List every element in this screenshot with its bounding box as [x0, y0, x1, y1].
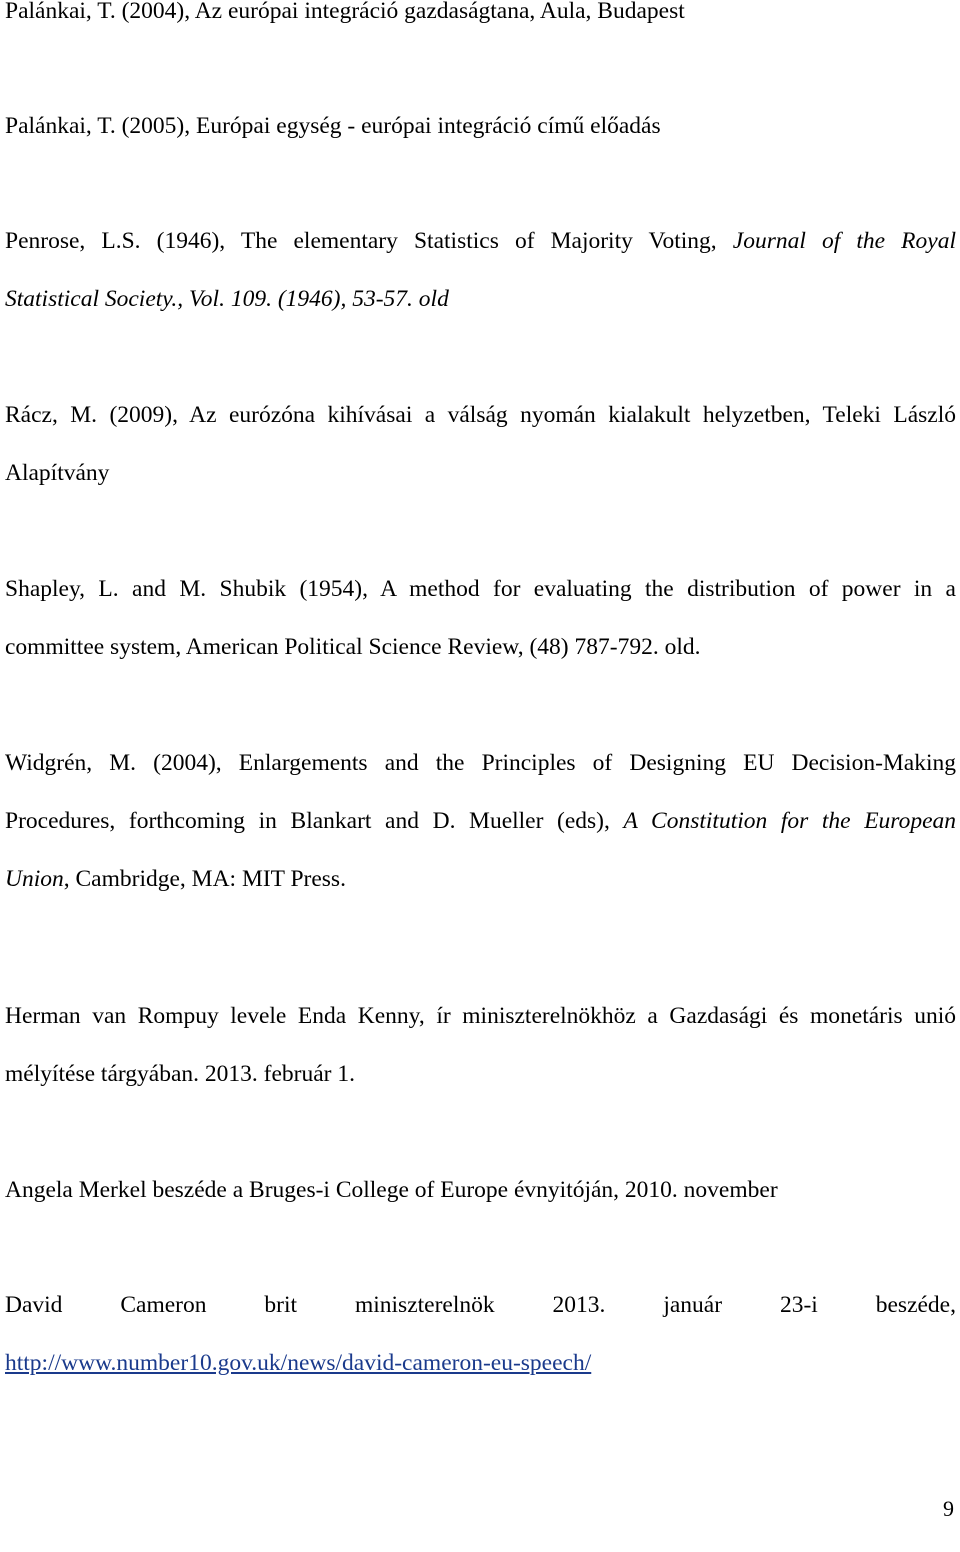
reference-widgren-line1: Widgrén, M. (2004), Enlargements and the Principles of Designing EU Decision-Making [5, 750, 956, 776]
reference-widgren-book-title-end: Union [5, 866, 64, 892]
reference-merkel: Angela Merkel beszéde a Bruges-i College of Europe évnyitóján, 2010. november [5, 1177, 778, 1203]
reference-rompuy-line2: mélyítése tárgyában. 2013. február 1. [5, 1061, 355, 1087]
reference-palankai-2005: Palánkai, T. (2005), Európai egység - európai integráció című előadás [5, 113, 661, 139]
reference-widgren-publisher: Procedures, forthcoming in Blankart and D. Mueller (eds), [5, 808, 610, 834]
reference-penrose-line1 [5, 226, 956, 256]
reference-widgren-place: , Cambridge, MA: MIT Press. [63, 866, 346, 892]
reference-penrose-line2: Statistical Society., Vol. 109. (1946), 53-57. old [5, 286, 449, 312]
reference-widgren-line3 [5, 864, 956, 894]
reference-shapley-line1: Shapley, L. and M. Shubik (1954), A method for evaluating the distribution of power in a [5, 576, 956, 602]
reference-widgren-line2 [5, 806, 956, 836]
reference-racz-line1: Rácz, M. (2009), Az eurózóna kihívásai a válság nyomán kialakult helyzetben, Teleki László [5, 402, 956, 428]
page-number: 9 [943, 1496, 954, 1521]
reference-penrose-journal: Journal of the Royal [732, 228, 956, 254]
reference-cameron-line1: David Cameron brit miniszterelnök 2013. január 23-i beszéde, [5, 1292, 956, 1318]
reference-penrose-authors: Penrose, L.S. (1946), The elementary Statistics of Majority Voting, [5, 228, 717, 254]
reference-racz-line2: Alapítvány [5, 460, 110, 486]
reference-rompuy-line1: Herman van Rompuy levele Enda Kenny, ír miniszterelnökhöz a Gazdasági és monetáris unió [5, 1003, 956, 1029]
reference-widgren-book-title: A Constitution for the European [623, 808, 956, 834]
reference-cameron-line2 [5, 1348, 956, 1378]
reference-palankai-2004: Palánkai, T. (2004), Az európai integráció gazdaságtana, Aula, Budapest [5, 0, 685, 24]
reference-shapley-line2: committee system, American Political Science Review, (48) 787-792. old. [5, 634, 701, 660]
cameron-speech-link[interactable]: http://www.number10.gov.uk/news/david-cameron-eu-speech/ [5, 1350, 592, 1376]
